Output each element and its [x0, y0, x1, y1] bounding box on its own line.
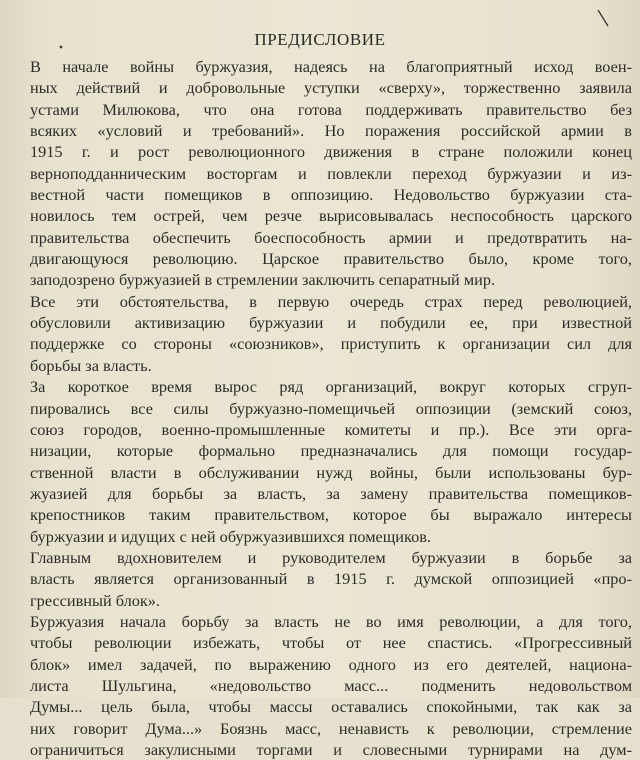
text-line: Главным вдохновителем и руководителем буржуазии в борьбе за: [30, 547, 632, 567]
text-line: Буржуазия начала борьбу за власть не во имя революции, а для того,: [30, 611, 632, 631]
text-line: грессивный блок».: [30, 590, 161, 610]
text-line: ограничиться закулисными торгами и словесными турнирами на дум-: [30, 740, 632, 759]
text-line: Думы... цель была, чтобы массы оставались спокойными, так как за: [30, 697, 632, 717]
text-line: новилось тем острей, чем резче вырисовывалась неспособность царского: [30, 206, 632, 226]
text-line: союз городов, военно-промышленные комитеты и пр.). Все эти орга-: [30, 419, 632, 439]
text-line: чтобы революции избежать, чтобы от нее спастись. «Прогрессивный: [30, 633, 632, 653]
text-line: листа Шульгина, «недовольство масс... подменить недовольством: [30, 675, 632, 695]
text-line: власть является организованный в 1915 г. думской оппозицией «про-: [30, 569, 632, 589]
text-line: верноподданническим восторгам и повлекли переход буржуазии и из-: [30, 163, 632, 183]
text-line: обусловили активизацию буржуазии и побудили ее, при известной: [30, 313, 632, 333]
text-line: ственной власти в обслуживании нужд войны, были использованы бур-: [30, 462, 632, 482]
text-line: низации, которые формально предназначались для помощи государ-: [30, 441, 632, 461]
text-line: борьбы за власть.: [30, 355, 152, 375]
text-line: блок» имел задачей, по выражению одного из его деятелей, национа-: [30, 654, 632, 674]
text-line: Все эти обстоятельства, в первую очередь страх перед революцией,: [30, 291, 632, 311]
body-text: [30, 56, 632, 760]
text-line: 1915 г. и рост революционного движения в стране положили конец: [30, 142, 632, 162]
text-line: В начале войны буржуазия, надеясь на благоприятный исход воен-: [30, 57, 632, 76]
text-line: жуазией для борьбы за власть, за замену правительства помещиков-: [30, 483, 632, 503]
page-blemish-mark: [596, 8, 610, 28]
text-line: них говорит Дума...» Боязнь масс, ненависть к революции, стремление: [30, 718, 632, 738]
text-line: правительства обеспечить боеспособность армии и предотвратить на-: [30, 227, 632, 247]
text-line: ных действий и добровольные уступки «сверху», торжественно заявила: [30, 78, 632, 98]
page-title: ПРЕДИСЛОВИЕ: [254, 30, 386, 49]
text-line: вестной части помещиков в оппозицию. Недовольство буржуазии ста-: [30, 185, 632, 205]
text-line: буржуазии и идущих с ней обуржуазившихся помещиков.: [30, 526, 432, 546]
text-line: заподозрено буржуазией в стремлении заключить сепаратный мир.: [30, 270, 496, 290]
text-line: крепостников таким правительством, которое бы выражало интересы: [30, 505, 632, 525]
text-line: двигающуюся революцию. Царское правительство было, кроме того,: [30, 249, 632, 269]
text-line: устами Милюкова, что она готова поддерживать правительство без: [30, 99, 632, 119]
text-line: всяких «условий и требований». Но поражения российской армии в: [30, 121, 632, 141]
text-line: За короткое время вырос ряд организаций, вокруг которых сгруп-: [30, 377, 632, 397]
ink-dot-mark: [58, 44, 64, 50]
text-line: поддержке со стороны «союзников», приступить к организации сил для: [30, 334, 632, 354]
text-line: пировались все силы буржуазно-помещичьей оппозиции (земский союз,: [30, 398, 632, 418]
